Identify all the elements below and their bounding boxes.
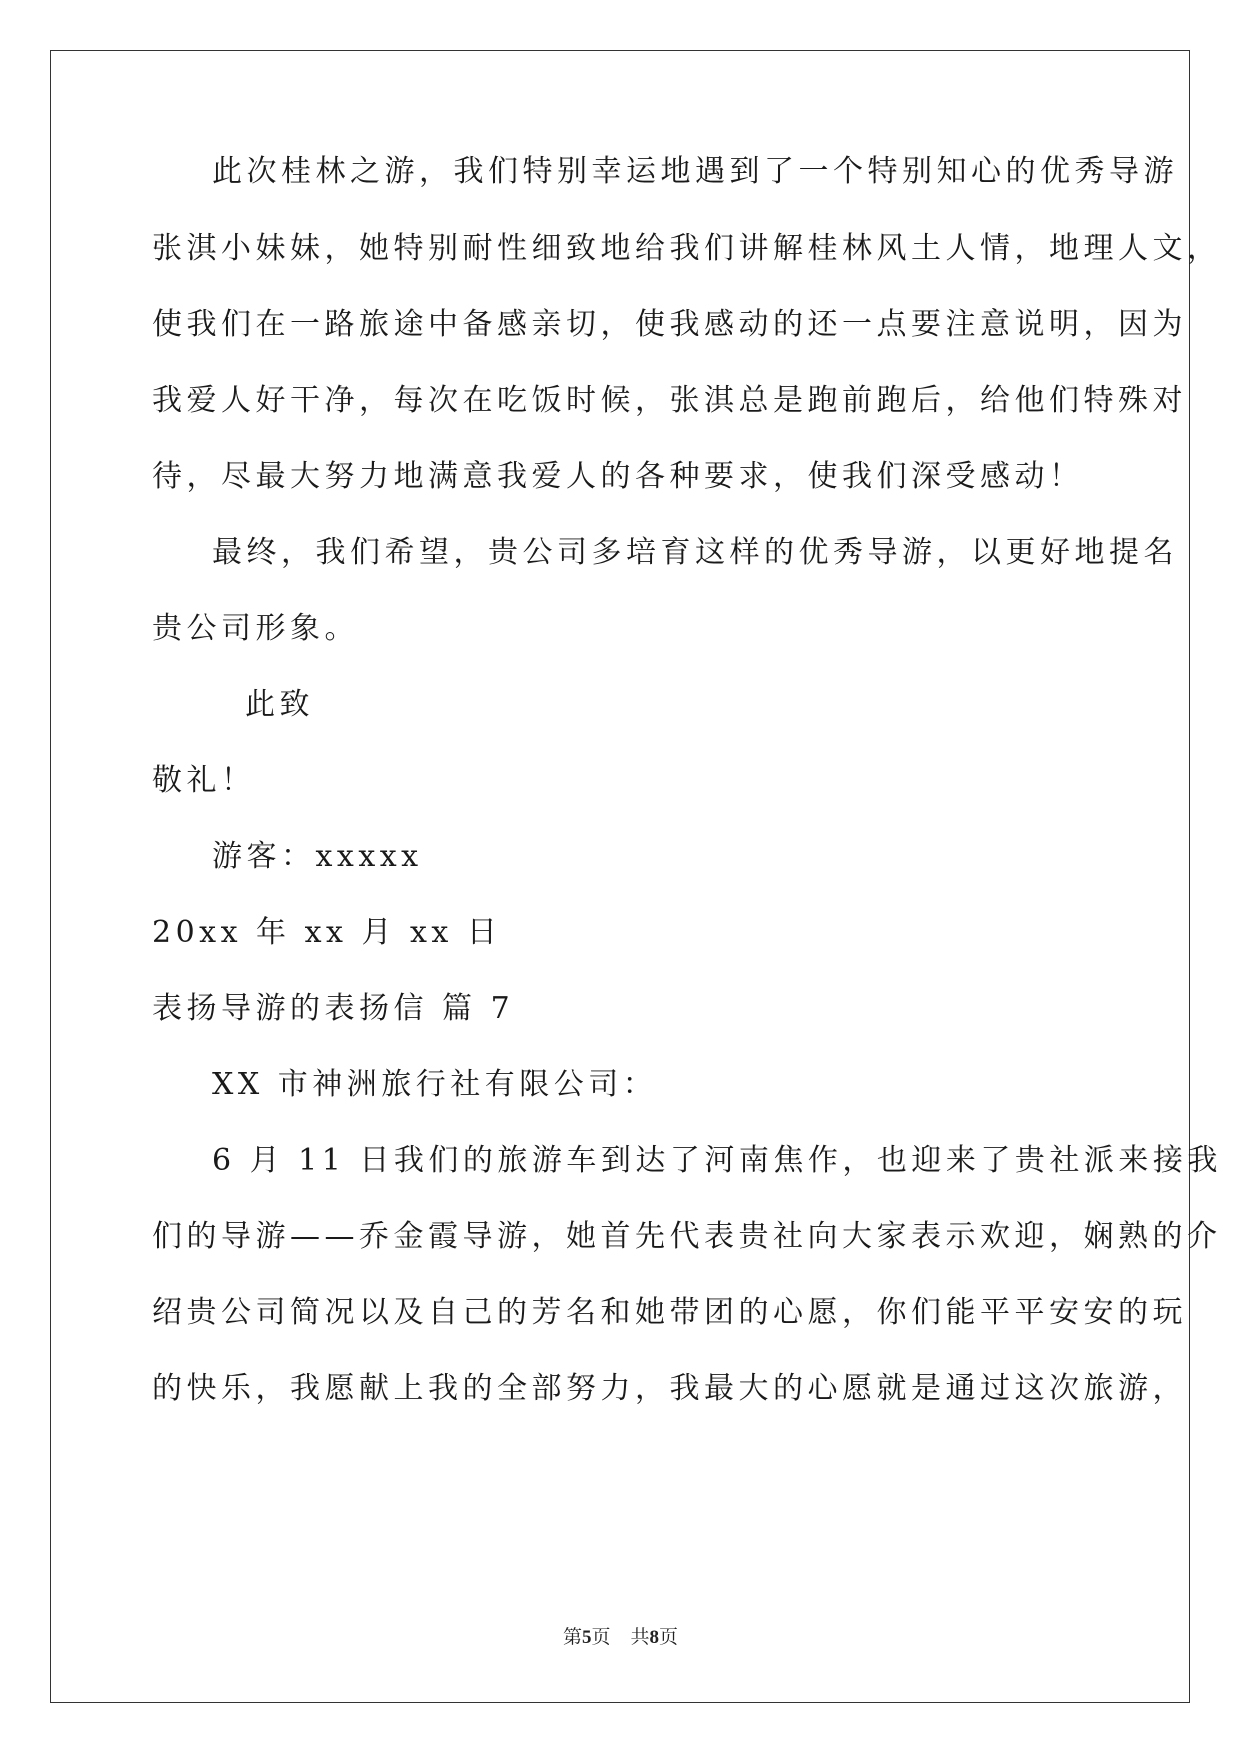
current-page-number: 5 (581, 1627, 592, 1648)
paragraph-line: 们的导游——乔金霞导游，她首先代表贵社向大家表示欢迎，娴熟的介 (152, 1219, 1222, 1254)
total-suffix: 页 (659, 1627, 679, 1648)
paragraph-line: 6 月 11 日我们的旅游车到达了河南焦作，也迎来了贵社派来接我 (212, 1143, 1222, 1178)
paragraph-line: 的快乐，我愿献上我的全部努力，我最大的心愿就是通过这次旅游， (152, 1371, 1187, 1406)
paragraph-line: 张淇小妹妹，她特别耐性细致地给我们讲解桂林风土人情，地理人文， (152, 231, 1222, 266)
total-page-number: 8 (649, 1627, 660, 1648)
paragraph-line: 待，尽最大努力地满意我爱人的各种要求，使我们深受感动！ (152, 459, 1084, 494)
paragraph-line: 此次桂林之游，我们特别幸运地遇到了一个特别知心的优秀导游 (212, 154, 1178, 189)
paragraph-line: 最终，我们希望，贵公司多培育这样的优秀导游，以更好地提名 (212, 535, 1178, 570)
page-prefix: 第 (562, 1627, 582, 1648)
signature-line: 游客：xxxxx (212, 839, 423, 874)
salutation-line: 此致 (245, 687, 314, 722)
addressee-line: XX 市神洲旅行社有限公司： (212, 1067, 658, 1102)
paragraph-line: 使我们在一路旅途中备感亲切，使我感动的还一点要注意说明，因为 (152, 307, 1187, 342)
paragraph-line: 绍贵公司简况以及自己的芳名和她带团的心愿，你们能平平安安的玩 (152, 1295, 1187, 1330)
section-heading: 表扬导游的表扬信 篇 7 (152, 991, 515, 1026)
page-suffix: 页 (591, 1627, 611, 1648)
salutation-line: 敬礼！ (152, 763, 256, 798)
total-prefix: 共 (630, 1627, 650, 1648)
paragraph-line: 我爱人好干净，每次在吃饭时候，张淇总是跑前跑后，给他们特殊对 (152, 383, 1187, 418)
page-footer (0, 1622, 1241, 1649)
paragraph-line: 贵公司形象。 (152, 611, 359, 646)
date-line: 20xx 年 xx 月 xx 日 (152, 915, 502, 950)
